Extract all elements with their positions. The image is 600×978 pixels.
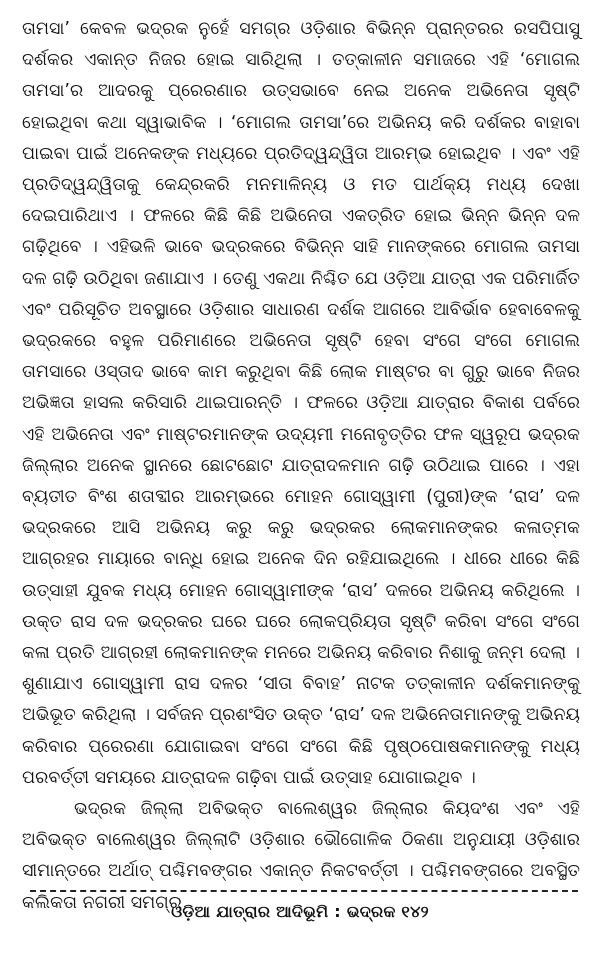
paragraph-2: ଭଦ୍ରକ ଜିଲ୍ଲା ଅବିଭକ୍ତ ବାଲେଶ୍ୱର ଜିଲ୍ଲାର କିୟଦଂଶ ଏବଂ ଏହି ଅବିଭକ୍ତ ବାଲେଶ୍ୱର ଜିଲ୍ଲାଟି ଓଡ଼ିଶାର ଭୌଗୋଳିକ ଠିକଣା ଅନୁଯାୟୀ ଓଡ଼ିଶାର ସୀମାନ୍ତରେ ଅର୍ଥାତ୍ ପଶ୍ଚିମବଙ୍ଗର ଏକାନ୍ତ ନିକଟବର୍ତ୍ତୀ । ପଶ୍ଚିମବଙ୍ଗରେ ଅବସ୍ଥିତ କଲିକତା ନଗରୀ ସମଗ୍ର	[22, 799, 580, 913]
paragraph-1: ତାମସା’ କେବଳ ଭଦ୍ରକ ନୁହେଁ ସମଗ୍ର ଓଡ଼ିଶାର ବିଭିନ୍ନ ପ୍ରାନ୍ତରର ରସପିପାସୁ ଦର୍ଶକର ଏକାନ୍ତ ନିଜର ହୋଇ ସାରିଥିଲା । ତତ୍କାଳୀନ ସମାଜରେ ଏହି ‘ମୋଗଲ ତାମସା’ର ଆଦରକୁ ପ୍ରେରଣାର ଉତ୍ସଭାବେ ନେଇ ଅନେକ ଅଭିନେତା ସୃଷ୍ଟି ହୋଇଥିବା କଥା ସ୍ୱାଭାବିକ । ‘ମୋଗଲ ତାମସା’ରେ ଅଭିନୟ କରି ଦର୍ଶକର ବାହାବା ପାଇବା ପାଇଁ ଅନେକଙ୍କ ମଧ୍ୟରେ ପ୍ରତିଦ୍ୱନ୍ଦ୍ୱିତା ଆରମ୍ଭ ହୋଇଥିବ । ଏବଂ ଏହି ପ୍ରତିଦ୍ୱନ୍ଦ୍ୱିତାକୁ କେନ୍ଦ୍ରକରି ମନମାଳିନ୍ୟ ଓ ମତ ପାର୍ଥକ୍ୟ ମଧ୍ୟ ଦେଖା ଦେଇପାରିଥାଏ । ଫଳରେ କିଛି କିଛି ଅଭିନେତା ଏକତ୍ରିତ ହୋଇ ଭିନ୍ନ ଭିନ୍ନ ଦଳ ଗଢ଼ିଥିବେ । ଏହିଭଳି ଭାବେ ଭଦ୍ରକରେ ବିଭିନ୍ନ ସାହି ମାନଙ୍କରେ ମୋଗଲ ତାମସା ଦଳ ଗଢ଼ି ଉଠିଥିବା ଜଣାଯାଏ । ତେଣୁ ଏକଥା ନିଶ୍ଚିତ ଯେ ଓଡ଼ିଆ ଯାତ୍ରା ଏକ ପରିମାର୍ଜିତ ଏବଂ ପରିସୂଚିତ ଅବସ୍ଥାରେ ଓଡ଼ିଶାର ସାଧାରଣ ଦର୍ଶକ ଆଗରେ ଆବିର୍ଭାବ ହେବାବେଳକୁ ଭଦ୍ରକରେ ବହୁଳ ପରିମାଣରେ ଅଭିନେତା ସୃଷ୍ଟି ହେବା ସଂଗେ ସଂଗେ ମୋଗଲ ତାମସାରେ ଓସ୍ତାଦ ଭାବେ କାମ କରୁଥିବା କିଛି ଲୋକ ମାଷ୍ଟର ବା ଗୁରୁ ଭାବେ ନିଜର ଅଭିଜ୍ଞତା ହାସଲ କରିସାରି ଥାଇପାରନ୍ତି । ଫଳରେ ଓଡ଼ିଆ ଯାତ୍ରାର ବିକାଶ ପର୍ବରେ ଏହି ଅଭିନେତା ଏବଂ ମାଷ୍ଟରମାନଙ୍କ ଉଦ୍ୟମୀ ମନୋବୃତ୍ତିର ଫଳ ସ୍ୱରୂପ ଭଦ୍ରକ ଜିଲ୍ଲାର ଅନେକ ସ୍ଥାନରେ ଛୋଟଛୋଟ ଯାତ୍ରାଦଳମାନ ଗଢ଼ି ଉଠିଥାଇ ପାରେ । ଏହା ବ୍ୟତୀତ ବିଂଶ ଶତାବ୍ଦୀର ଆରମ୍ଭରେ ମୋହନ ଗୋସ୍ୱାମୀ (ପୁରୀ)ଙ୍କ ‘ରାସ’ ଦଳ ଭଦ୍ରକରେ ଆସି ଅଭିନୟ କରୁ କରୁ ଭଦ୍ରକର ଲୋକମାନଙ୍କର କଳାତ୍ମକ ଆଗ୍ରହର ମାୟାରେ ବାନ୍ଧି ହୋଇ ଅନେକ ଦିନ ରହିଯାଇଥିଲେ । ଧୀରେ ଧୀରେ କିଛି ଉତ୍ସାହୀ ଯୁବକ ମଧ୍ୟ ମୋହନ ଗୋସ୍ୱାମୀଙ୍କ ‘ରାସ’ ଦଳରେ ଅଭିନୟ କରିଥିଲେ । ଉକ୍ତ ରାସ ଦଳ ଭଦ୍ରକର ଘରେ ଘରେ ଲୋକପ୍ରିୟତା ସୃଷ୍ଟି କରିବା ସଂଗେ ସଂଗେ କଳା ପ୍ରତି ଆଗ୍ରହୀ ଲୋକମାନଙ୍କ ମନରେ ଅଭିନୟ କରିବାର ନିଶାକୁ ଜନ୍ମ ଦେଲା । ଶୁଣାଯାଏ ଗୋସ୍ୱାମୀ ରାସ ଦଳର ‘ସୀତା ବିବାହ’ ନାଟକ ତତ୍କାଳୀନ ଦର୍ଶକମାନଙ୍କୁ ଅଭିଭୂତ କରିଥିଲା । ସର୍ବଜନ ପ୍ରଶଂସିତ ଉକ୍ତ ‘ରାସ’ ଦଳ ଅଭିନେତାମାନଙ୍କୁ ଅଭିନୟ କରିବାର ପ୍ରେରଣା ଯୋଗାଇବା ସଂଗେ ସଂଗେ କିଛି ପୃଷ୍ଠପୋଷକମାନଙ୍କୁ ମଧ୍ୟ ପରବର୍ତ୍ତୀ ସମୟରେ ଯାତ୍ରାଦଳ ଗଢ଼ିବା ପାଇଁ ଉତ୍ସାହ ଯୋଗାଇଥିବ ।	[22, 19, 580, 788]
running-footer: ଓଡ଼ିଆ ଯାତ୍ରାର ଆଦିଭୂମି : ଭଦ୍ରକ ୧୪୨	[171, 902, 429, 921]
footer-divider	[30, 890, 578, 892]
body-text	[22, 14, 580, 919]
